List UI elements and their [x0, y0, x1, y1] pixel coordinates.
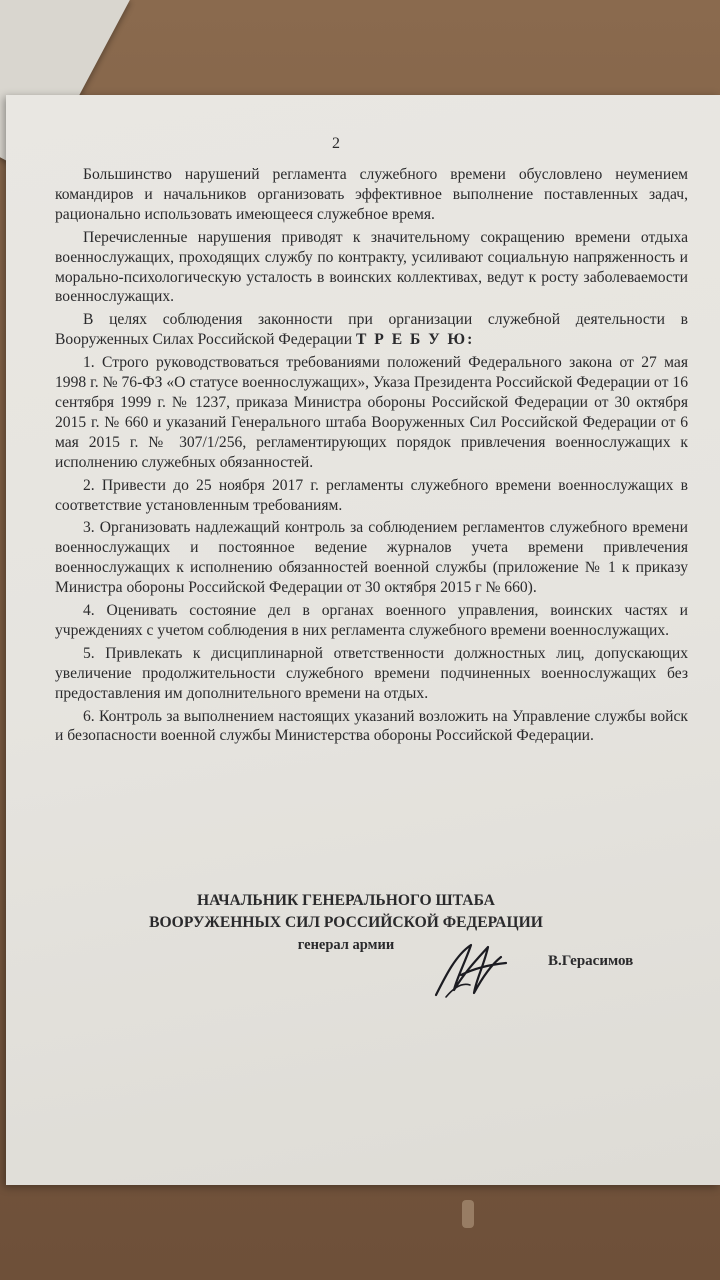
numbered-item: 6. Контроль за выполнением настоящих указаний возложить на Управление службы войск и безопасности военной службы Министерства обороны Российской Федерации. [55, 707, 688, 745]
handwritten-signature-icon [426, 935, 516, 1005]
signatory-title-line1: НАЧАЛЬНИК ГЕНЕРАЛЬНОГО ШТАБА [197, 892, 495, 909]
signatory-rank: генерал армии [297, 937, 395, 953]
demand-word: Т Р Е Б У Ю: [355, 331, 475, 349]
table-mark [462, 1200, 474, 1228]
page-number: 2 [332, 135, 340, 152]
paragraph: Большинство нарушений регламента служебного времени обусловлено неумением командиров и начальников организовать эффективное выполнение поставленных задач, рационально использовать имеющееся служебное время. [55, 166, 688, 223]
numbered-item: 1. Строго руководствоваться требованиями положений Федерального закона от 27 мая 1998 г. № 76-ФЗ «О статусе военнослужащих», Указа Президента Российской Федерации от 16 сентября 1999 г. № 1237, приказа Министра обороны Российской Федерации от 30 октября 2015 г. № 660 и указаний Генерального штаба Вооруженных Сил Российской Федерации от 6 мая 2015 г. № 307/1/256, регламентирующих порядок привлечения военнослужащих к исполнению служебных обязанностей. [55, 354, 688, 471]
numbered-item: 2. Привести до 25 ноября 2017 г. регламенты служебного времени военнослужащих в соответствие установленным требованиям. [55, 476, 688, 514]
paragraph: Перечисленные нарушения приводят к значительному сокращению времени отдыха военнослужащих, проходящих службу по контракту, усиливают социальную напряженность и морально-психологическую усталость в воинских коллективах, ведут к росту заболеваемости военнослужащих. [55, 228, 688, 306]
numbered-item: 4. Оценивать состояние дел в органах военного управления, воинских частях и учреждениях с учетом соблюдения в них регламента служебного времени военнослужащих. [55, 602, 688, 639]
signatory-name: В.Герасимов [548, 953, 634, 969]
document-page [6, 95, 720, 1185]
numbered-item: 5. Привлекать к дисциплинарной ответственности должностных лиц, допускающих увеличение продолжительности служебного времени подчиненных военнослужащих без предоставления им дополнительного времени на отдых. [55, 644, 688, 702]
signatory-title-line2: ВООРУЖЕННЫХ СИЛ РОССИЙСКОЙ ФЕДЕРАЦИИ [149, 914, 543, 931]
paragraph-demand [55, 310, 688, 350]
numbered-item: 3. Организовать надлежащий контроль за соблюдением регламентов служебного времени военнослужащих и постоянное ведение журналов учета времени привлечения военнослужащих к исполнению обязанностей военной службы (приложение № 1 к приказу Министра обороны Российской Федерации от 30 октября 2015 г № 660). [55, 519, 688, 597]
paragraph-demand-text: В целях соблюдения законности при организации служебной деятельности в Вооруженных Силах Российской Федерации [55, 311, 688, 349]
document-body [55, 165, 688, 746]
